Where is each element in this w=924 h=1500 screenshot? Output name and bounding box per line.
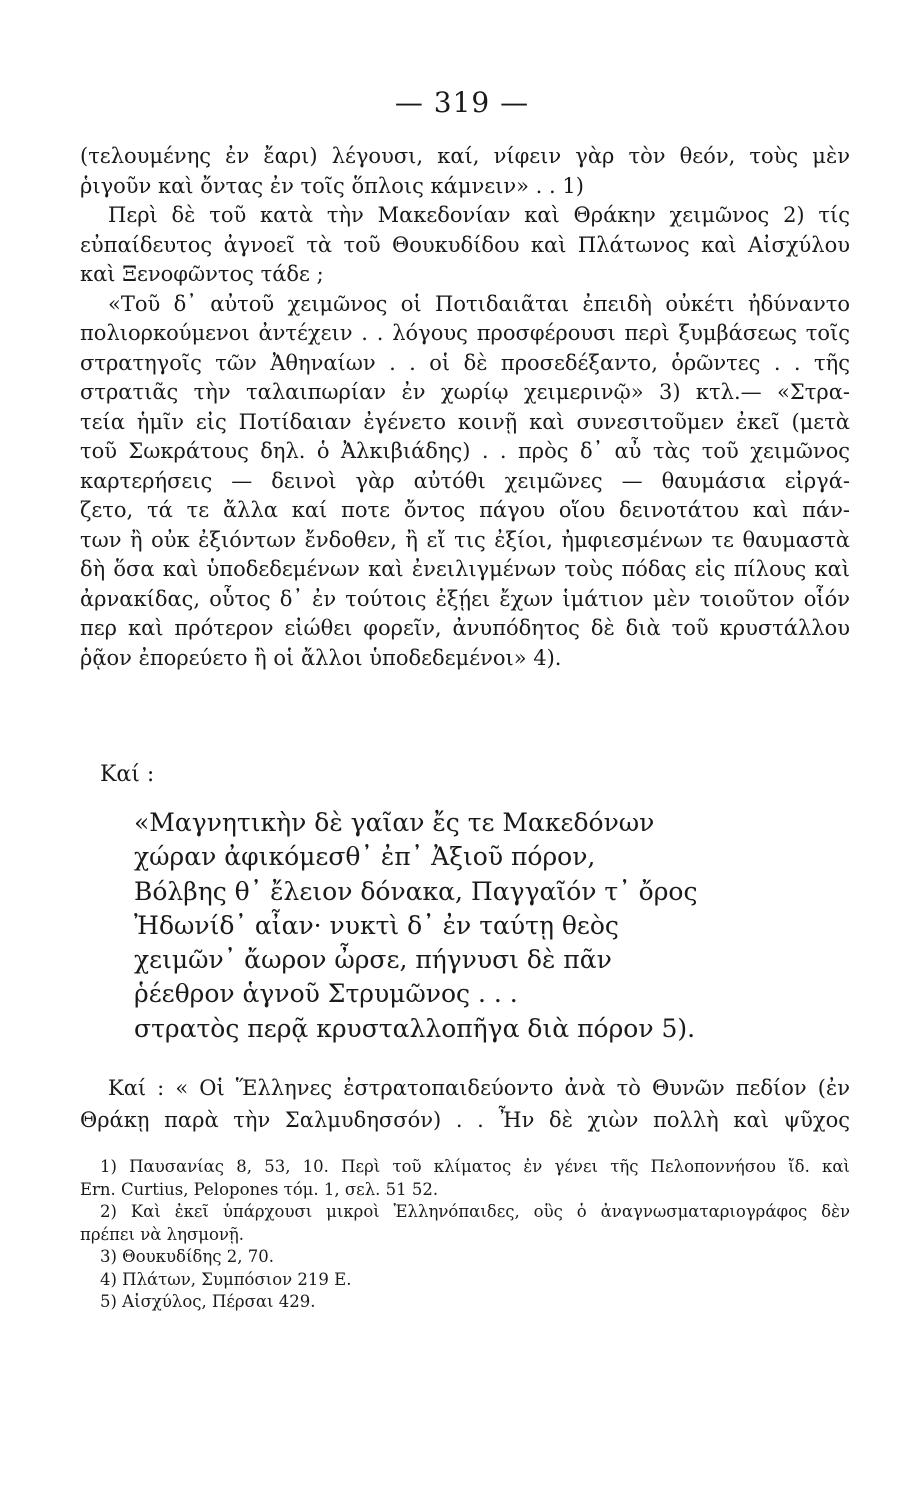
text-line: περ καὶ πρότερον εἰώθει φορεῖν, ἀνυπόδητος δὲ διὰ τοῦ κρυστάλλου <box>80 616 850 640</box>
footnotes <box>80 1156 850 1314</box>
verse-line: «Μαγνητικὴν δὲ γαῖαν ἔς τε Μακεδόνων <box>134 808 655 837</box>
text-line: Περὶ δὲ τοῦ κατὰ τὴν Μακεδονίαν καὶ Θράκην χειμῶνος 2) τίς <box>108 203 850 227</box>
footnote-line: 1) Παυσανίας 8, 53, 10. Περὶ τοῦ κλίματος ἐν γένει τῆς Πελοποννήσου ἴδ. καὶ <box>100 1157 850 1176</box>
verse-line: ῥέεθρον ἁγνοῦ Στρυμῶνος . . . <box>134 979 518 1009</box>
verse-line: στρατὸς περᾷ κρυσταλλοπῆγα διὰ πόρον 5). <box>134 1013 696 1043</box>
footnote-line: Ern. Curtius, Pelopones τόμ. 1, σελ. 51 52. <box>80 1179 439 1199</box>
text-line: στρατηγοῖς τῶν Ἀθηναίων . . οἱ δὲ προσεδέξαντο, ὁρῶντες . . τῆς <box>80 350 850 375</box>
closing-paragraph <box>80 1072 850 1136</box>
kai-label: Καί : <box>100 762 155 787</box>
verse-line: Βόλβης θ᾽ ἔλειον δόνακα, Παγγαῖόν τ᾽ ὄρος <box>134 876 698 906</box>
text-line: στρατιᾶς τὴν ταλαιπωρίαν ἐν χωρίῳ χειμερινῷ» 3) κτλ.— «Στρα- <box>80 380 850 404</box>
text-line: (τελουμένης ἐν ἔαρι) λέγουσι, καί, νίφειν γὰρ τὸν θεόν, τοὺς μὲν <box>80 144 850 168</box>
footnote-line: 4) Πλάτων, Συμπόσιον 219 Ε. <box>100 1269 352 1289</box>
page-number: — 319 — <box>394 86 530 119</box>
text-line: δὴ ὅσα καὶ ὑποδεδεμένων καὶ ἐνειλιγμένων τοὺς πόδας εἰς πίλους καὶ <box>80 557 850 581</box>
text-line: Θράκῃ παρὰ τὴν Σαλμυδησσόν) . . Ἦν δὲ χιὼν πολλὴ καὶ ψῦχος <box>80 1108 850 1132</box>
text-line: ἀρνακίδας, οὗτος δ᾽ ἐν τούτοις ἐξῄει ἔχων ἱμάτιον μὲν τοιοῦτον οἷόν <box>80 586 850 611</box>
text-line: ῥᾷον ἐπορεύετο ἢ οἱ ἄλλοι ὑποδεδεμένοι» 4). <box>80 645 562 670</box>
text-line: καρτερήσεις — δεινοὶ γὰρ αὐτόθι χειμῶνες — θαυμάσια εἰργά- <box>80 468 850 493</box>
footnote-line: 3) Θουκυδίδης 2, 70. <box>100 1247 274 1266</box>
text-line: τεία ἡμῖν εἰς Ποτίδαιαν ἐγένετο κοινῇ καὶ συνεσιτοῦμεν ἐκεῖ (μετὰ <box>80 409 850 434</box>
footnote-line: 5) Αἰσχύλος, Πέρσαι 429. <box>100 1292 316 1311</box>
text-line: «Τοῦ δ᾽ αὐτοῦ χειμῶνος οἱ Ποτιδαιᾶται ἐπειδὴ οὐκέτι ἠδύναντο <box>108 291 850 316</box>
text-line: ῥιγοῦν καὶ ὄντας ἐν τοῖς ὅπλοις κάμνειν» . . 1) <box>80 173 584 198</box>
text-line: εὐπαίδευτος ἀγνοεῖ τὰ τοῦ Θουκυδίδου καὶ Πλάτωνος καὶ Αἰσχύλου <box>80 232 850 257</box>
footnote-line: πρέπει νὰ λησμονῇ. <box>80 1224 245 1244</box>
text-line: τοῦ Σωκράτους δηλ. ὁ Ἀλκιβιάδης) . . πρὸς δ᾽ αὖ τὰς τοῦ χειμῶνος <box>80 439 850 463</box>
footnote-line: 2) Καὶ ἐκεῖ ὑπάρχουσι μικροὶ Ἑλληνόπαιδες, οὓς ὁ ἀναγνωσματαριογράφος δὲν <box>100 1202 850 1221</box>
text-line: καὶ Ξενοφῶντος τάδε ; <box>80 262 324 286</box>
main-paragraph <box>80 142 850 673</box>
verse-line: Ἠδωνίδ᾽ αἶαν· νυκτὶ δ᾽ ἐν ταύτῃ θεὸς <box>134 910 619 940</box>
text-line: των ἢ οὐκ ἐξιόντων ἔνδοθεν, ἢ εἴ τις ἐξίοι, ἠμφιεσμένων τε θαυμαστὰ <box>80 527 850 552</box>
text-line: πολιορκούμενοι ἀντέχειν . . λόγους προσφέρουσι περὶ ξυμβάσεως τοῖς <box>80 321 850 345</box>
verse-line: χώραν ἀφικόμεσθ᾽ ἐπ᾽ Ἀξιοῦ πόρον, <box>134 842 596 872</box>
text-line: Καί : « Οἱ Ἕλληνες ἐστρατοπαιδεύοντο ἀνὰ τὸ Θυνῶν πεδίον (ἐν <box>108 1076 850 1100</box>
verse-quotation <box>134 806 697 1046</box>
verse-line: χειμῶν᾽ ἄωρον ὦρσε, πήγνυσι δὲ πᾶν <box>134 945 612 975</box>
text-line: ζετο, τά τε ἄλλα καί ποτε ὄντος πάγου οἵου δεινοτάτου καὶ πάν- <box>80 498 850 522</box>
